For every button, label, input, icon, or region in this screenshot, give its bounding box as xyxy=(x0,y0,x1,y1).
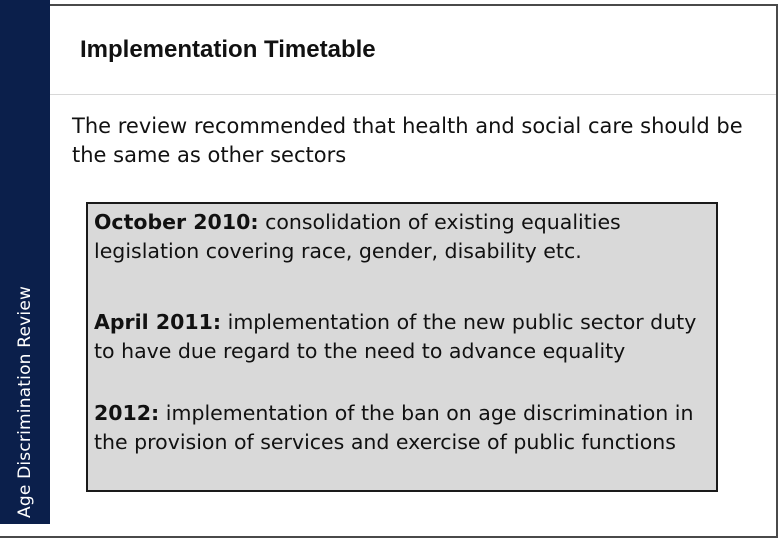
intro-text: The review recommended that health and social care should be the same as other sectors xyxy=(72,114,743,167)
sidebar-band xyxy=(0,0,50,524)
timeline-item-2012 xyxy=(94,399,714,457)
frame-right-border xyxy=(776,4,778,538)
timeline-item-apr-2011 xyxy=(94,308,714,366)
timeline-text: consolidation of existing equalities legislation covering race, gender, disability etc. xyxy=(94,210,621,263)
timeline-date: 2012: xyxy=(94,401,160,425)
timeline-date: April 2011: xyxy=(94,310,222,334)
timeline-date: October 2010: xyxy=(94,210,259,234)
slide-title: Implementation Timetable xyxy=(80,36,376,63)
timeline-text: implementation of the ban on age discrimination in the provision of services and exercise of public functions xyxy=(94,401,694,454)
timeline-item-oct-2010 xyxy=(94,208,714,266)
frame-bottom-border xyxy=(0,536,778,538)
frame-top-border xyxy=(50,4,778,6)
title-divider xyxy=(50,94,776,95)
timeline-text: implementation of the new public sector duty to have due regard to the need to advance equality xyxy=(94,310,697,363)
sidebar-label: Age Discrimination Review xyxy=(15,285,35,518)
timeline-box xyxy=(86,202,718,492)
